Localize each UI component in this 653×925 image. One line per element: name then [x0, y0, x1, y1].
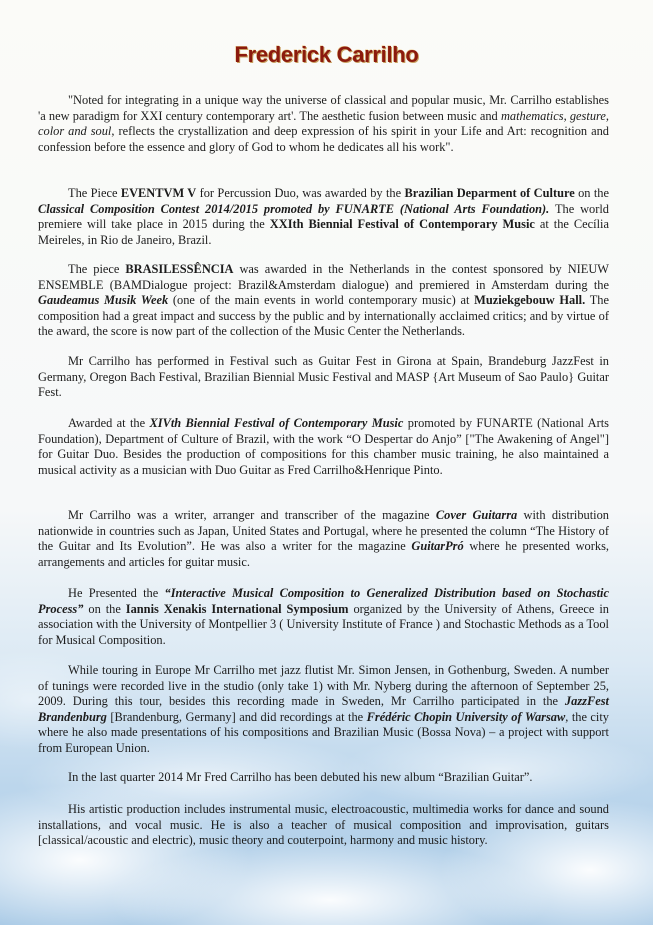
paragraph-festivals: Mr Carrilho has performed in Festival such as Guitar Fest in Girona at Spain, Brandeburg JazzFest in Germany, Oregon Bach Festival, Brazilian Biennial Music Festival and MASP {Art Museum of Sao Paulo} Guitar Fest.	[38, 354, 609, 400]
paragraph-europe-tour: While touring in Europe Mr Carrilho met jazz flutist Mr. Simon Jensen, in Gothenburg, Sweden. A number of tunings were recorded live in the studio (only take 1) with Mr. Nyberg during the afternoon of September 25, 2009. During this tour, besides this recording made in Sweden, Mr Carrilho participated in the JazzFest Brandenburg [Brandenburg, Germany] and did recordings at the Frédéric Chopin University of Warsaw, the city where he also made presentations of his compositions and Brazilian Music (Bossa Nova) – a project with support from European Union.	[38, 663, 610, 755]
paragraph-xivth-festival: Awarded at the XIVth Biennial Festival of Contemporary Music promoted by FUNARTE (National Arts Foundation), Department of Culture of Brazil, with the work “O Despertar do Anjo” ["The Awakening of Angel"] for Guitar Duo. Besides the production of compositions for this chamber music training, he also maintained a musical activity as a musician with Duo Guitar as Fred Carrilho&Henrique Pinto.	[38, 416, 609, 477]
paragraph-brasilessencia: The piece BRASILESSÊNCIA was awarded in the Netherlands in the contest sponsored by NIEUW ENSEMBLE (BAMDialogue project: Brazil&Amsterdam dialogue) and premiered in Amsterdam during the Gaudeamus Musik Week (one of the main events in world contemporary music) at Muziekgebouw Hall. The composition had a great impact and success by the public and by internationally acclaimed critics; and by virtue of the award, the score is now part of the collection of the Music Center the Netherlands.	[38, 262, 609, 339]
paragraph-cover-guitarra: Mr Carrilho was a writer, arranger and transcriber of the magazine Cover Guitarra with distribution nationwide in countries such as Japan, United States and Portugal, where he presented the column “The History of the Guitar and Its Evolution”. He was also a writer for the magazine GuitarPró where he presented works, arrangements and articles for guitar music.	[38, 508, 610, 569]
paragraph-quote: "Noted for integrating in a unique way the universe of classical and popular music, Mr. Carrilho establishes 'a new paradigm for XXI century contemporary art'. The aesthetic fusion between music and mathematics, gesture, color and soul, reflects the crystallization and deep expression of his spirit in your Life and Art: recognition and confession before the essence and glory of God to whom he dedicates all his work".	[38, 93, 609, 154]
paragraph-eventvm: The Piece EVENTVM V for Percussion Duo, was awarded by the Brazilian Deparment of Culture on the Classical Composition Contest 2014/2015 promoted by FUNARTE (National Arts Foundation). The world premiere will take place in 2015 during the XXIth Biennial Festival of Contemporary Music at the Cecília Meireles, in Rio de Janeiro, Brazil.	[38, 186, 610, 247]
paragraph-new-album: In the last quarter 2014 Mr Fred Carrilho has been debuted his new album “Brazilian Guitar”.	[68, 770, 533, 784]
page-title: Frederick Carrilho	[234, 42, 419, 67]
paragraph-xenakis-symposium: He Presented the “Interactive Musical Composition to Generalized Distribution based on Stochastic Process” on the Iannis Xenakis International Symposium organized by the University of Athens, Greece in association with the University of Montpellier 3 ( University Institute of France ) and Stochastic Methods as a Tool for Musical Composition.	[38, 586, 609, 647]
paragraph-artistic-production: His artistic production includes instrumental music, electroacoustic, multimedia works for dance and sound installations, and vocal music. He is also a teacher of musical composition and improvisation, guitars [classical/acoustic and electric), music theory and couterpoint, harmony and music history.	[38, 802, 609, 848]
